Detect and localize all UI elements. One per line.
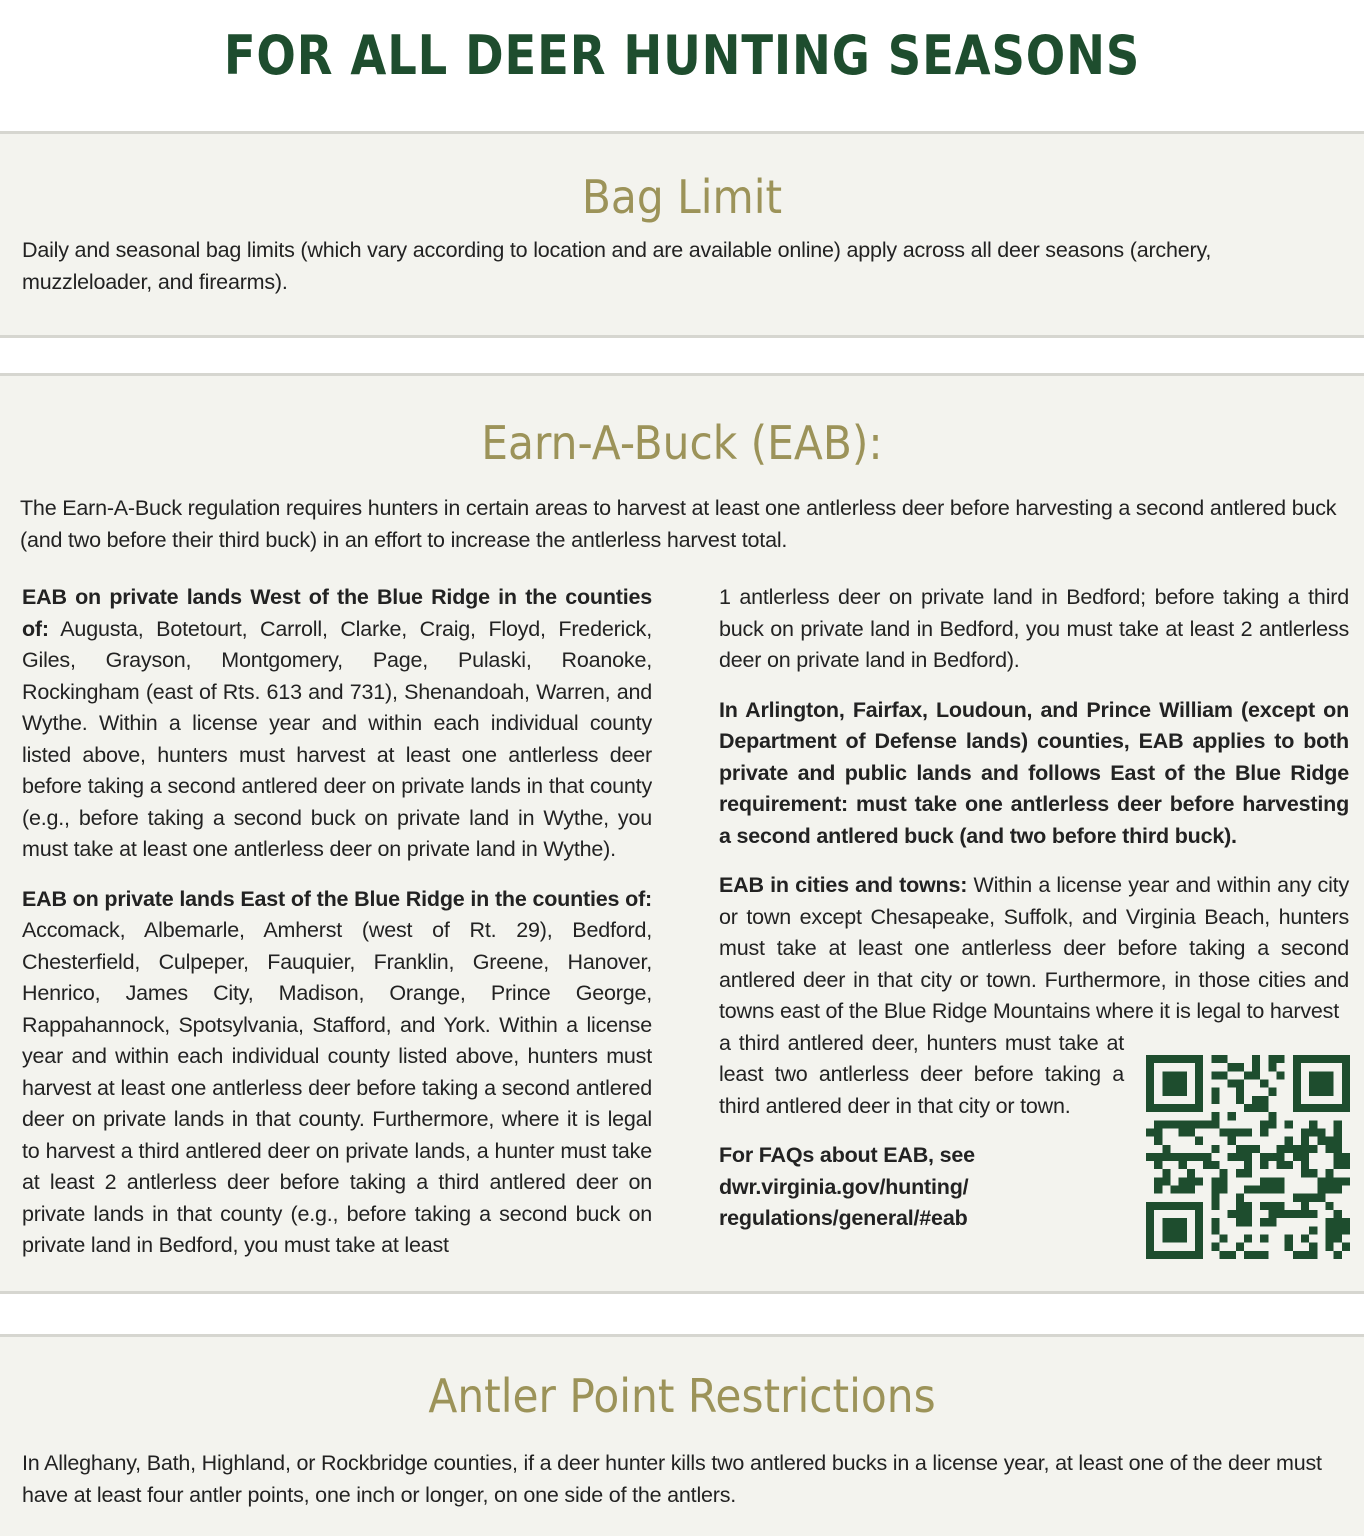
qr-code-icon[interactable]: [1146, 1055, 1350, 1259]
earn-a-buck-section: [0, 373, 1364, 1294]
bag-limit-text: Daily and seasonal bag limits (which vary according to location and are available online) apply across all deer seasons (archery, muzzleloader, and firearms).: [22, 238, 1212, 294]
eab-east-paragraph: [22, 884, 652, 1262]
eab-east-continued: 1 antlerless deer on private land in Bedford; before taking a third buck on private land in Bedford, you must take at least 2 antlerless deer on private land in Bedford).: [719, 585, 1349, 672]
eab-faq-link[interactable]: For FAQs about EAB, see dwr.virginia.gov/hunting/ regulations/general/#eab: [719, 1143, 975, 1230]
eab-heading: Earn-A-Buck (EAB):: [481, 416, 883, 470]
eab-cities-lead: EAB in cities and towns:: [719, 873, 968, 897]
antler-heading: Antler Point Restrictions: [428, 1369, 936, 1423]
eab-nova-paragraph: In Arlington, Fairfax, Loudoun, and Prince William (except on Department of Defense lands) counties, EAB applies to both private and public lands and follows East of the Blue Ridge requirement: must take one antlerless deer before harvesting a second antlered buck (and two before third buck).: [719, 697, 1349, 848]
eab-cities-tail: a third antlered deer, hunters must take at least two antlerless deer before taking a third antlered deer in that city or town.: [719, 1030, 1124, 1118]
antler-text: In Alleghany, Bath, Highland, or Rockbridge counties, if a deer hunter kills two antlered bucks in a license year, at least one of the deer must have at least four antler points, one inch or longer, on one side of the antlers.: [22, 1451, 1322, 1507]
eab-cities-paragraph: [719, 870, 1349, 1028]
bag-limit-section: [0, 131, 1364, 338]
eab-cities-body: Within a license year and within any city or town except Chesapeake, Suffolk, and Virginia Beach, hunters must take at least one antlerless deer before taking a second antlered deer in that city or town. Furthermore, in those cities and towns east of the Blue Ridge Mountains where it is legal to harvest: [719, 873, 1349, 1023]
eab-west-lead: EAB on private lands West of the Blue Ridge in the counties of:: [22, 585, 652, 641]
page-title: FOR ALL DEER HUNTING SEASONS: [223, 24, 1141, 87]
eab-west-body: Augusta, Botetourt, Carroll, Clarke, Craig, Floyd, Frederick, Giles, Grayson, Montgomery, Page, Pulaski, Roanoke, Rockingham (east of Rts. 613 and 731), Shenandoah, Warren, and Wythe. Within a license year and within each individual county listed above, hunters must harvest at least one antlerless deer before taking a second antlered deer on private lands in that county (e.g., before taking a second buck on private land in Wythe, you must take at least one antlerless deer on private land in Wythe).: [22, 616, 652, 861]
eab-left-column: [22, 582, 652, 1262]
bag-limit-heading: Bag Limit: [581, 170, 783, 224]
antler-point-section: [0, 1334, 1364, 1536]
eab-intro: The Earn-A-Buck regulation requires hunters in certain areas to harvest at least one antlerless deer before harvesting a second antlered buck (and two before their third buck) in an effort to increase the antlerless harvest total.: [20, 496, 1337, 552]
eab-east-body: Accomack, Albemarle, Amherst (west of Rt. 29), Bedford, Chesterfield, Culpeper, Fauquier, Franklin, Greene, Hanover, Henrico, James City, Madison, Orange, Prince George, Rappahannock, Spotsylvania, Stafford, and York. Within a license year and within each individual county listed above, hunters must harvest at least one antlerless deer before taking a second antlered deer on private lands in that county. Furthermore, where it is legal to harvest a third antlered deer on private lands, a hunter must take at least 2 antlerless deer before taking a third antlered deer on private lands in that county (e.g., before taking a second buck on private land in Bedford, you must take at least: [22, 918, 652, 1257]
eab-east-lead: EAB on private lands East of the Blue Ridge in the counties of:: [22, 886, 652, 911]
eab-west-paragraph: [22, 582, 652, 866]
